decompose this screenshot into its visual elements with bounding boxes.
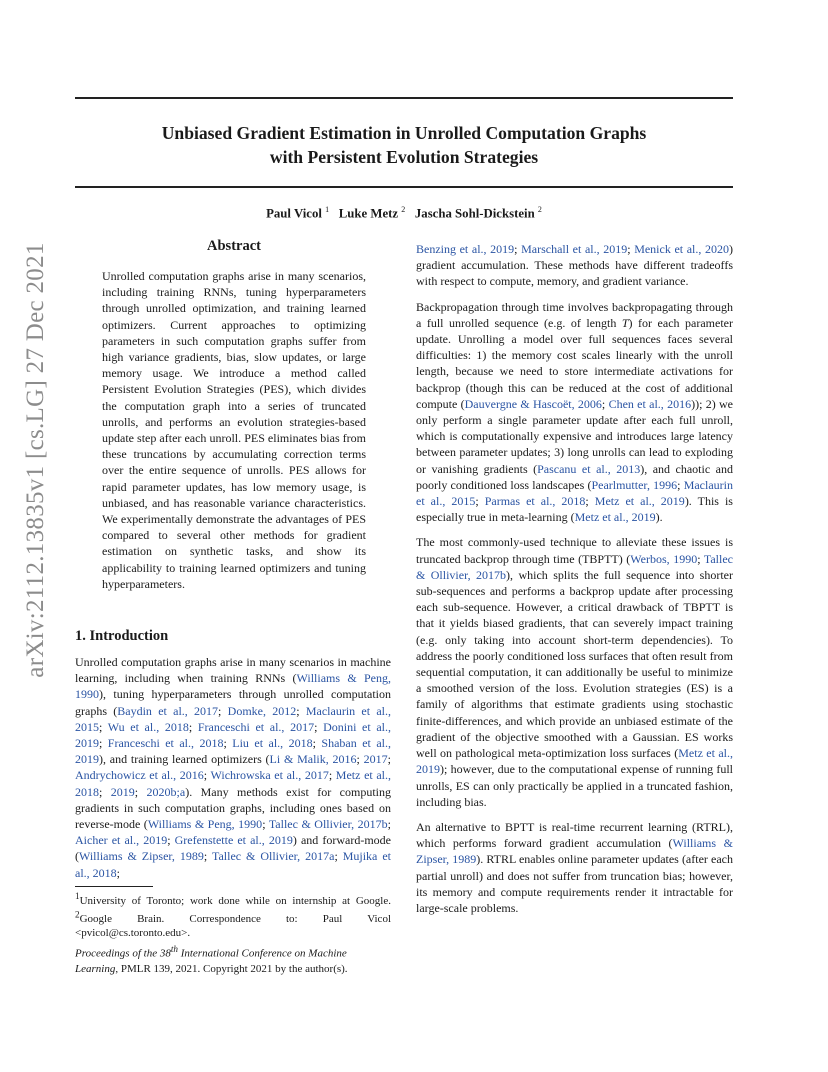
paper-title <box>75 121 733 169</box>
citation-link[interactable]: Liu et al., 2018 <box>232 736 313 751</box>
citation-link[interactable]: Metz et al., 2019 <box>574 510 656 525</box>
variable-t: T <box>621 315 629 330</box>
author-name: Luke Metz <box>338 206 399 221</box>
citation-link[interactable]: Maclaurin et al., 2015 <box>75 703 392 734</box>
citation-link[interactable]: Donini et al., 2019 <box>75 719 391 751</box>
title-top-rule <box>75 97 733 99</box>
citation-link[interactable]: Franceschi et al., 2018 <box>107 736 224 751</box>
citation-link[interactable]: Pascanu et al., 2013 <box>537 461 641 476</box>
citation-link[interactable]: Chen et al., 2016 <box>608 396 692 411</box>
citation-link[interactable]: 2019 <box>110 784 135 799</box>
citation-link[interactable]: Franceschi et al., 2017 <box>197 719 315 734</box>
citation-link[interactable]: Shaban et al., 2019 <box>75 736 391 767</box>
citation-link[interactable]: Williams & Zipser, 1989 <box>416 836 733 867</box>
citation-link[interactable]: Tallec & Ollivier, 2017b <box>268 817 388 832</box>
citation-link[interactable]: Pearlmutter, 1996 <box>591 477 678 492</box>
affiliation-footnote <box>75 889 391 940</box>
footnote-text: University of Toronto; work done while on internship at Google. $^2$Google Brain. Correspondence to: Paul Vicol <pvicol@cs.toronto.edu>. <box>75 894 391 940</box>
citation-link[interactable]: Williams & Zipser, 1989 <box>79 849 204 864</box>
abstract-body <box>102 268 366 601</box>
arxiv-id-text: arXiv:2112.13835v1 [cs.LG] 27 Dec 2021 <box>22 242 49 678</box>
citation-link[interactable]: Williams & Peng, 1990 <box>147 817 263 832</box>
intro-paragraph <box>75 654 391 890</box>
proceedings-venue: Proceedings of the 38 <box>75 947 171 960</box>
author-list <box>75 205 733 221</box>
citation-link[interactable]: Tallec & Ollivier, 2017a <box>211 849 335 864</box>
intro-text: Unrolled computation graphs arise in many scenarios in machine learning, including when training RNNs (Williams & Peng, 1990), tuning hyperparameters through unrolled computation graphs (Baydin et al., 2017; Domke, 2012; Maclaurin et al., 2015; Wu et al., 2018; Franceschi et al., 2017; Donini et al., 2019; Franceschi et al., 2018; Liu et al., 2018; Shaban et al., 2019), and training learned optimizers (Li & Malik, 2016; 2017; Andrychowicz et al., 2016; Wichrowska et al., 2017; Metz et al., 2018; 2019; 2020b;a). Many methods exist for computing gradients in such computation graphs, including ones based on reverse-mode (Williams & Peng, 1990; Tallec & Ollivier, 2017b; Aicher et al., 2019; Grefenstette et al., 2019) and forward-mode (Williams & Zipser, 1989; Tallec & Ollivier, 2017a; Mujika et al., 2018; <box>75 655 392 880</box>
citation-link[interactable]: Marschall et al., 2019 <box>521 242 628 256</box>
proceedings-conference: International Conference on Machine Learning <box>75 947 347 975</box>
abstract-heading: Abstract <box>207 238 261 254</box>
citation-link[interactable]: Baydin et al., 2017 <box>117 703 219 718</box>
citation-link[interactable]: Tallec & Ollivier, 2017b <box>416 551 733 582</box>
citation-link[interactable]: 2017 <box>363 752 388 767</box>
author-name: Jascha Sohl-Dickstein <box>414 206 535 221</box>
citation-link[interactable]: Parmas et al., 2018 <box>484 494 586 509</box>
affiliation-mark: 2 <box>537 205 542 214</box>
citation-link[interactable]: Mujika et al., 2018 <box>75 849 391 880</box>
citation-link[interactable]: Li & Malik, 2016 <box>269 752 357 767</box>
citation-link[interactable]: Williams & Peng, 1990 <box>75 671 391 702</box>
ordinal-suffix: th <box>170 944 178 954</box>
citation-link[interactable]: Metz et al., 2018 <box>75 768 391 799</box>
affiliation-mark: 2 <box>401 205 406 214</box>
proceedings-note <box>75 942 391 977</box>
affiliation-mark: 1 <box>325 205 330 214</box>
right-paragraph-2: Backpropagation through time involves backpropagating through a full unrolled sequence (e.g. of length T) for each parameter update. Unrolling a model over full sequences faces several difficulties: 1) the memory cost scales linearly with the unroll length, because we need to store intermediate activations for backprop (though this can be reduced at the cost of additional compute (Dauvergne & Hascoët, 2006; Chen et al., 2016)); 2) we only perform a single parameter update after each full unroll, which is computationally expensive and introduces large latency between parameter updates; 3) long unrolls can lead to exploding or vanishing gradients (Pascanu et al., 2013), and chaotic and poorly conditioned loss landscapes (Pearlmutter, 1996; Maclaurin et al., 2015; Parmas et al., 2018; Metz et al., 2019). This is especially true in meta-learning (Metz et al., 2019). <box>416 299 734 525</box>
citation-link[interactable]: Grefenstette et al., 2019 <box>174 833 293 848</box>
title-line-2: with Persistent Evolution Strategies <box>269 147 539 167</box>
title-line-1: Unbiased Gradient Estimation in Unrolled Computation Graphs <box>161 123 647 143</box>
right-column <box>416 241 733 925</box>
abstract-text: Unrolled computation graphs arise in many scenarios, including training RNNs, tuning hyperparameters through unrolled optimization, and training learned optimizers. Current approaches to optimizing parameters in such computation graphs suffer from high variance gradients, bias, slow updates, or large memory usage. We introduce a method called Persistent Evolution Strategies (PES), which divides the computation graph into a series of truncated unrolls, and performs an evolution strategies-based update step after each unroll. PES eliminates bias from these truncations by accumulating correction terms over the entire sequence of unrolls. PES allows for rapid parameter updates, has low memory usage, is unbiased, and has reasonable variance characteristics. We experimentally demonstrate the advantages of PES compared to several other methods for gradient estimation on synthetic tasks, and show its applicability to training learned optimizers and tuning hyperparameters. <box>102 269 366 591</box>
right-paragraph-1: Benzing et al., 2019; Marschall et al., 2019; Menick et al., 2020) gradient accumulation. These methods have different tradeoffs with respect to compute, memory, and gradient variance. <box>416 242 733 289</box>
right-paragraph-4: An alternative to BPTT is real-time recurrent learning (RTRL), which performs forward gradient accumulation (Williams & Zipser, 1989). RTRL enables online parameter updates (after each partial unroll) and does not suffer from truncation bias; however, its memory and compute requirements render it intractable for large-scale problems. <box>416 819 733 915</box>
introduction-heading: 1. Introduction <box>75 628 169 644</box>
citation-link[interactable]: Wu et al., 2018 <box>107 719 189 734</box>
footnote-mark: 2 <box>75 909 80 920</box>
citation-link[interactable]: Werbos, 1990 <box>630 551 698 566</box>
citation-link[interactable]: Metz et al., 2019 <box>594 494 685 509</box>
right-paragraph-3: The most commonly-used technique to alleviate these issues is truncated backprop through time (TBPTT) (Werbos, 1990; Tallec & Ollivier, 2017b), which splits the full sequence into shorter sub-sequences and performs a backprop update after processing each sub-sequence. However, a critical drawback of TBPTT is that it yields biased gradients, that can severely impact training (e.g. only taking into account short-term dependencies). To address the poorly conditioned loss surfaces that often result from sequential computation, it can additionally be useful to minimize a smoothed version of the loss. Evolution strategies (ES) is a family of algorithms that estimate gradients using stochastic finite-differences, and which provide an unbiased estimate of the gradient of the objective smoothed with a Gaussian. ES works well on pathological meta-optimization loss surfaces (Metz et al., 2019); however, due to the computational expense of running full unrolls, ES can only practically be applied in a truncated fashion, including bias. <box>416 535 734 809</box>
citation-link[interactable]: Domke, 2012 <box>227 703 297 718</box>
footnote-rule <box>75 886 153 887</box>
citation-link[interactable]: Dauvergne & Hascoët, 2006 <box>464 396 602 411</box>
citation-link[interactable]: Aicher et al., 2019 <box>75 833 168 848</box>
proceedings-copyright: , PMLR 139, 2021. Copyright 2021 by the author(s). <box>115 962 348 975</box>
citation-link[interactable]: Benzing et al., 2019 <box>416 242 515 256</box>
footnote-mark: 1 <box>75 891 80 901</box>
citation-link[interactable]: Andrychowicz et al., 2016 <box>75 768 204 783</box>
citation-link[interactable]: Menick et al., 2020 <box>634 242 729 256</box>
author-name: Paul Vicol <box>266 206 322 221</box>
citation-link[interactable]: Wichrowska et al., 2017 <box>210 768 329 783</box>
title-bottom-rule <box>75 186 733 188</box>
citation-link[interactable]: Metz et al., 2019 <box>416 746 733 777</box>
citation-link[interactable]: Maclaurin et al., 2015 <box>416 477 733 509</box>
citation-link[interactable]: 2020b;a <box>146 784 186 799</box>
